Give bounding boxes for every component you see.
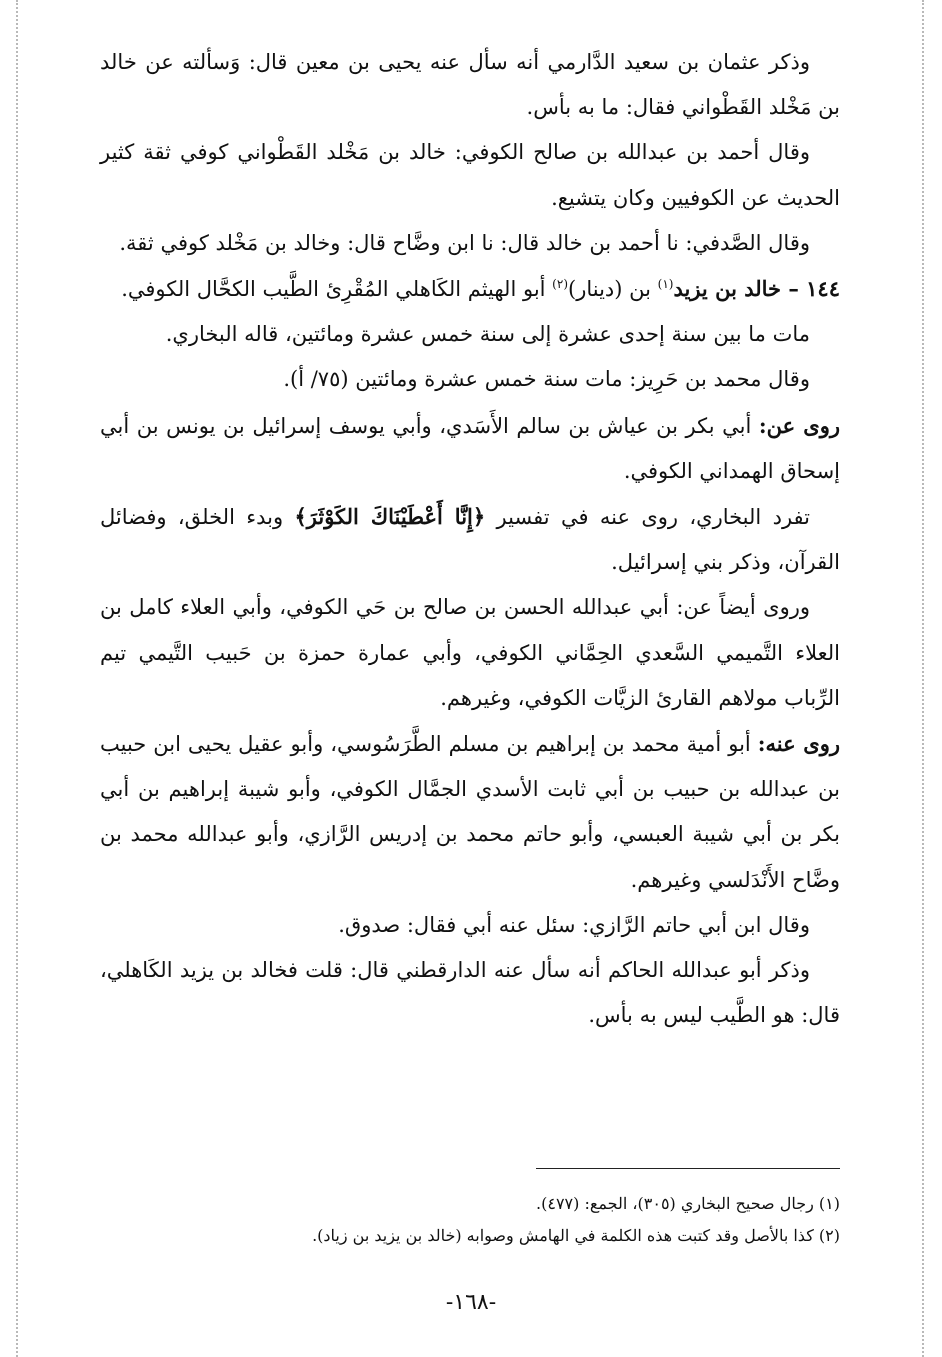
tafarrud-after: وبدء الخلق، وفضائل القرآن، وذكر بني إسرائيل. xyxy=(100,505,840,575)
rawa-anhu-text: أبو أمية محمد بن إبراهيم بن مسلم الطَّرَسُوسي، وأبو عقيل يحيى ابن حبيب بن عبدالله بن حبيب بن أبي ثابت الأسدي الجمَّال الكوفي، وأبو شيبة إبراهيم بن أبي بكر بن أبي شيبة العبسي، وأبو حاتم محمد بن إدريس الرَّازي، وأبو عبدالله محمد بن وضَّاح الأَنْدَلسي وغيرهم. xyxy=(100,732,840,892)
paragraph: مات ما بين سنة إحدى عشرة إلى سنة خمس عشرة ومائتين، قاله البخاري. xyxy=(165,322,810,347)
paragraph: وذكر أبو عبدالله الحاكم أنه سأل عنه الدارقطني قال: قلت فخالد بن يزيد الكَاهلي، قال: هو الطَّيب ليس به بأس. xyxy=(100,958,840,1028)
paragraph: وقال أحمد بن عبدالله بن صالح الكوفي: خالد بن مَخْلد القَطْواني كوفي ثقة كثير الحديث عن الكوفيين وكان يتشيع. xyxy=(100,140,840,210)
paragraph: وقال ابن أبي حاتم الرَّازي: سئل عنه أبي فقال: صدوق. xyxy=(338,912,810,937)
rawa-anhu-paragraph xyxy=(100,721,840,903)
page-number: -١٦٨- xyxy=(445,1290,497,1315)
tafarrud-before: تفرد البخاري، روى عنه في تفسير xyxy=(485,505,810,530)
rawa-an-paragraph xyxy=(100,403,840,494)
entry-father: بن (دينار) xyxy=(568,277,658,302)
rawa-an-label: روى عن: xyxy=(758,412,840,438)
footnote-separator xyxy=(536,1168,840,1169)
right-margin-dots xyxy=(922,0,924,1357)
quran-quote: ﴿إِنَّا أَعْطَيْنَاكَ الكَوْثَرَ﴾ xyxy=(294,504,486,530)
footnote: (١) رجال صحيح البخاري (٣٠٥)، الجمع: (٤٧٧). xyxy=(536,1194,840,1213)
footnotes xyxy=(100,1188,840,1252)
left-margin-dots xyxy=(16,0,18,1357)
footnote-ref-2: (٢) xyxy=(552,277,568,292)
paragraph: وقال الصَّدفي: نا أحمد بن خالد قال: نا ابن وضَّاح قال: وخالد بن مَخْلد كوفي ثقة. xyxy=(119,230,810,255)
footnote: (٢) كذا بالأصل وقد كتبت هذه الكلمة في الهامش وصوابه (خالد بن يزيد بن زياد). xyxy=(312,1226,840,1245)
paragraph: وذكر عثمان بن سعيد الدَّارمي أنه سأل عنه يحيى بن معين قال: وَسألته عن خالد بن مَخْلد القَطْواني فقال: ما به بأس. xyxy=(100,50,840,120)
entry-heading xyxy=(100,266,840,312)
footnote-ref-1: (١) xyxy=(657,277,674,292)
paragraph: وقال محمد بن حَرِيز: مات سنة خمس عشرة ومائتين (٧٥/ أ). xyxy=(283,367,810,392)
tafarrud-paragraph xyxy=(100,494,840,585)
main-text xyxy=(100,40,840,1038)
entry-kunya: أبو الهيثم الكَاهلي المُقْرِئ الطَّيب الكحَّال الكوفي. xyxy=(121,277,553,302)
entry-number-name: ١٤٤ – خالد بن يزيد xyxy=(673,276,840,302)
paragraph: وروى أيضاً عن: أبي عبدالله الحسن بن صالح بن حَي الكوفي، وأبي العلاء كامل بن العلاء التَّميمي السَّعدي الحِمَّاني الكوفي، وأبي عمارة حمزة بن حَبيب التَّيمي تيم الرِّباب مولاهم القارئ الزيَّات الكوفي، وغيرهم. xyxy=(100,595,840,710)
rawa-an-text: أبي بكر بن عياش بن سالم الأَسَدي، وأبي يوسف إسرائيل بن يونس بن أبي إسحاق الهمداني الكوفي. xyxy=(100,413,840,483)
rawa-anhu-label: روى عنه: xyxy=(757,731,840,757)
